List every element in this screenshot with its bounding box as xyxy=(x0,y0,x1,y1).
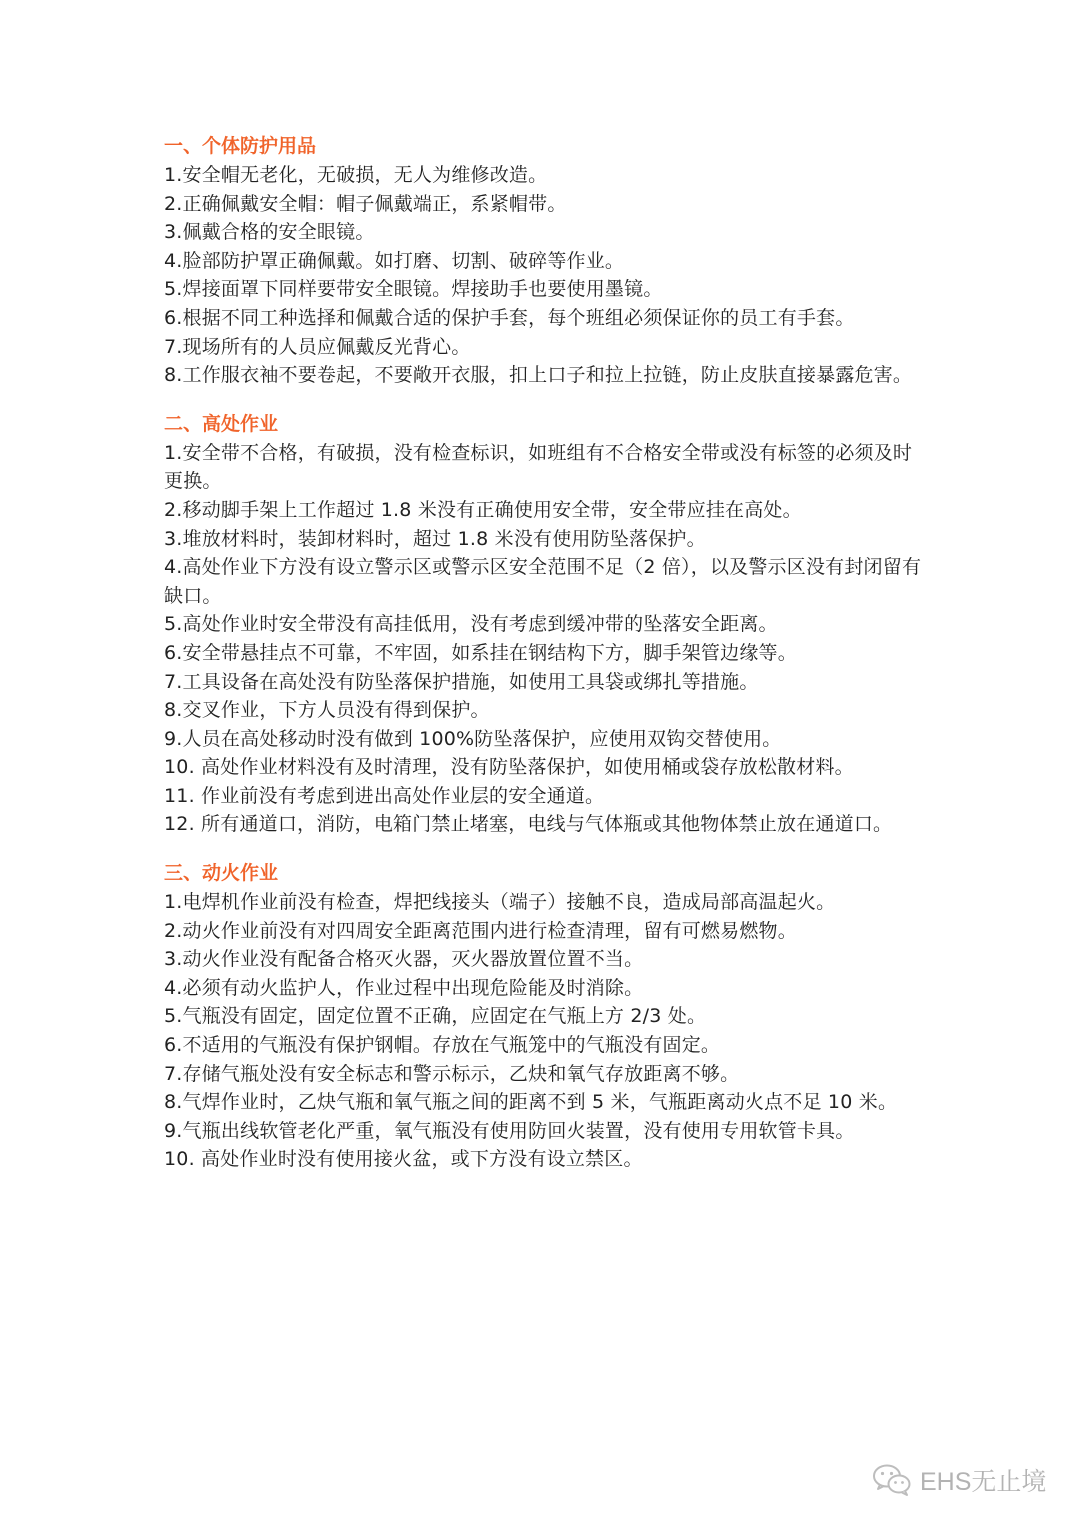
list-item: 4.必须有动火监护人，作业过程中出现危险能及时消除。 xyxy=(164,976,644,999)
document-body xyxy=(164,132,924,1194)
section-hot-work xyxy=(164,859,924,1174)
list-item: 3.佩戴合格的安全眼镜。 xyxy=(164,221,375,244)
wechat-icon xyxy=(872,1463,912,1497)
list-item: 2.动火作业前没有对四周安全距离范围内进行检查清理，留有可燃易燃物。 xyxy=(164,919,797,942)
section-title: 一、个体防护用品 xyxy=(164,135,317,157)
list-item: 9.气瓶出线软管老化严重，氧气瓶没有使用防回火装置，没有使用专用软管卡具。 xyxy=(164,1119,855,1142)
list-item: 7.现场所有的人员应佩戴反光背心。 xyxy=(164,335,471,358)
list-item: 4.高处作业下方没有设立警示区或警示区安全范围不足（2 倍），以及警示区没有封闭留有缺口。 xyxy=(164,556,922,607)
list-item: 8.交叉作业，下方人员没有得到保护。 xyxy=(164,699,490,722)
list-item: 2.移动脚手架上工作超过 1.8 米没有正确使用安全带，安全带应挂在高处。 xyxy=(164,498,802,521)
list-item: 10. 高处作业时没有使用接火盆，或下方没有设立禁区。 xyxy=(164,1148,643,1171)
list-item: 5.焊接面罩下同样要带安全眼镜。焊接助手也要使用墨镜。 xyxy=(164,278,663,301)
list-item: 8.工作服衣袖不要卷起，不要敞开衣服，扣上口子和拉上拉链，防止皮肤直接暴露危害。 xyxy=(164,364,913,387)
list-item: 1.安全带不合格，有破损，没有检查标识，如班组有不合格安全带或没有标签的必须及时更换。 xyxy=(164,441,913,493)
list-item: 3.堆放材料时，装卸材料时，超过 1.8 米没有使用防坠落保护。 xyxy=(164,527,706,550)
list-item: 1.安全帽无老化，无破损，无人为维修改造。 xyxy=(164,164,548,186)
list-item: 11. 作业前没有考虑到进出高处作业层的安全通道。 xyxy=(164,784,605,807)
list-item: 6.不适用的气瓶没有保护钢帽。存放在气瓶笼中的气瓶没有固定。 xyxy=(164,1034,721,1057)
section-personal-protection xyxy=(164,132,924,390)
list-item: 2.正确佩戴安全帽：帽子佩戴端正，系紧帽带。 xyxy=(164,192,567,215)
watermark-text: EHS无止境 xyxy=(920,1468,1047,1496)
list-item: 9.人员在高处移动时没有做到 100%防坠落保护，应使用双钩交替使用。 xyxy=(164,727,782,750)
list-item: 7.存储气瓶处没有安全标志和警示标示，乙炔和氧气存放距离不够。 xyxy=(164,1062,740,1085)
watermark xyxy=(872,1457,1046,1503)
list-item: 1.电焊机作业前没有检查，焊把线接头（端子）接触不良，造成局部高温起火。 xyxy=(164,891,836,914)
section-title: 三、动火作业 xyxy=(164,862,279,885)
list-item: 5.高处作业时安全带没有高挂低用，没有考虑到缓冲带的坠落安全距离。 xyxy=(164,613,778,636)
list-item: 4.脸部防护罩正确佩戴。如打磨、切割、破碎等作业。 xyxy=(164,249,625,272)
list-item: 7.工具设备在高处没有防坠落保护措施，如使用工具袋或绑扎等措施。 xyxy=(164,670,759,693)
section-title: 二、高处作业 xyxy=(164,412,279,435)
list-item: 6.安全带悬挂点不可靠，不牢固，如系挂在钢结构下方，脚手架管边缘等。 xyxy=(164,641,797,664)
list-item: 10. 高处作业材料没有及时清理，没有防坠落保护，如使用桶或袋存放松散材料。 xyxy=(164,756,854,779)
list-item: 12. 所有通道口，消防，电箱门禁止堵塞，电线与气体瓶或其他物体禁止放在通道口。 xyxy=(164,813,893,836)
list-item: 3.动火作业没有配备合格灭火器，灭火器放置位置不当。 xyxy=(164,948,644,971)
list-item: 8.气焊作业时，乙炔气瓶和氧气瓶之间的距离不到 5 米，气瓶距离动火点不足 10 米。 xyxy=(164,1091,898,1114)
list-item: 6.根据不同工种选择和佩戴合适的保护手套，每个班组必须保证你的员工有手套。 xyxy=(164,306,855,329)
section-work-at-height xyxy=(164,410,924,839)
list-item: 5.气瓶没有固定，固定位置不正确，应固定在气瓶上方 2/3 处。 xyxy=(164,1005,707,1028)
